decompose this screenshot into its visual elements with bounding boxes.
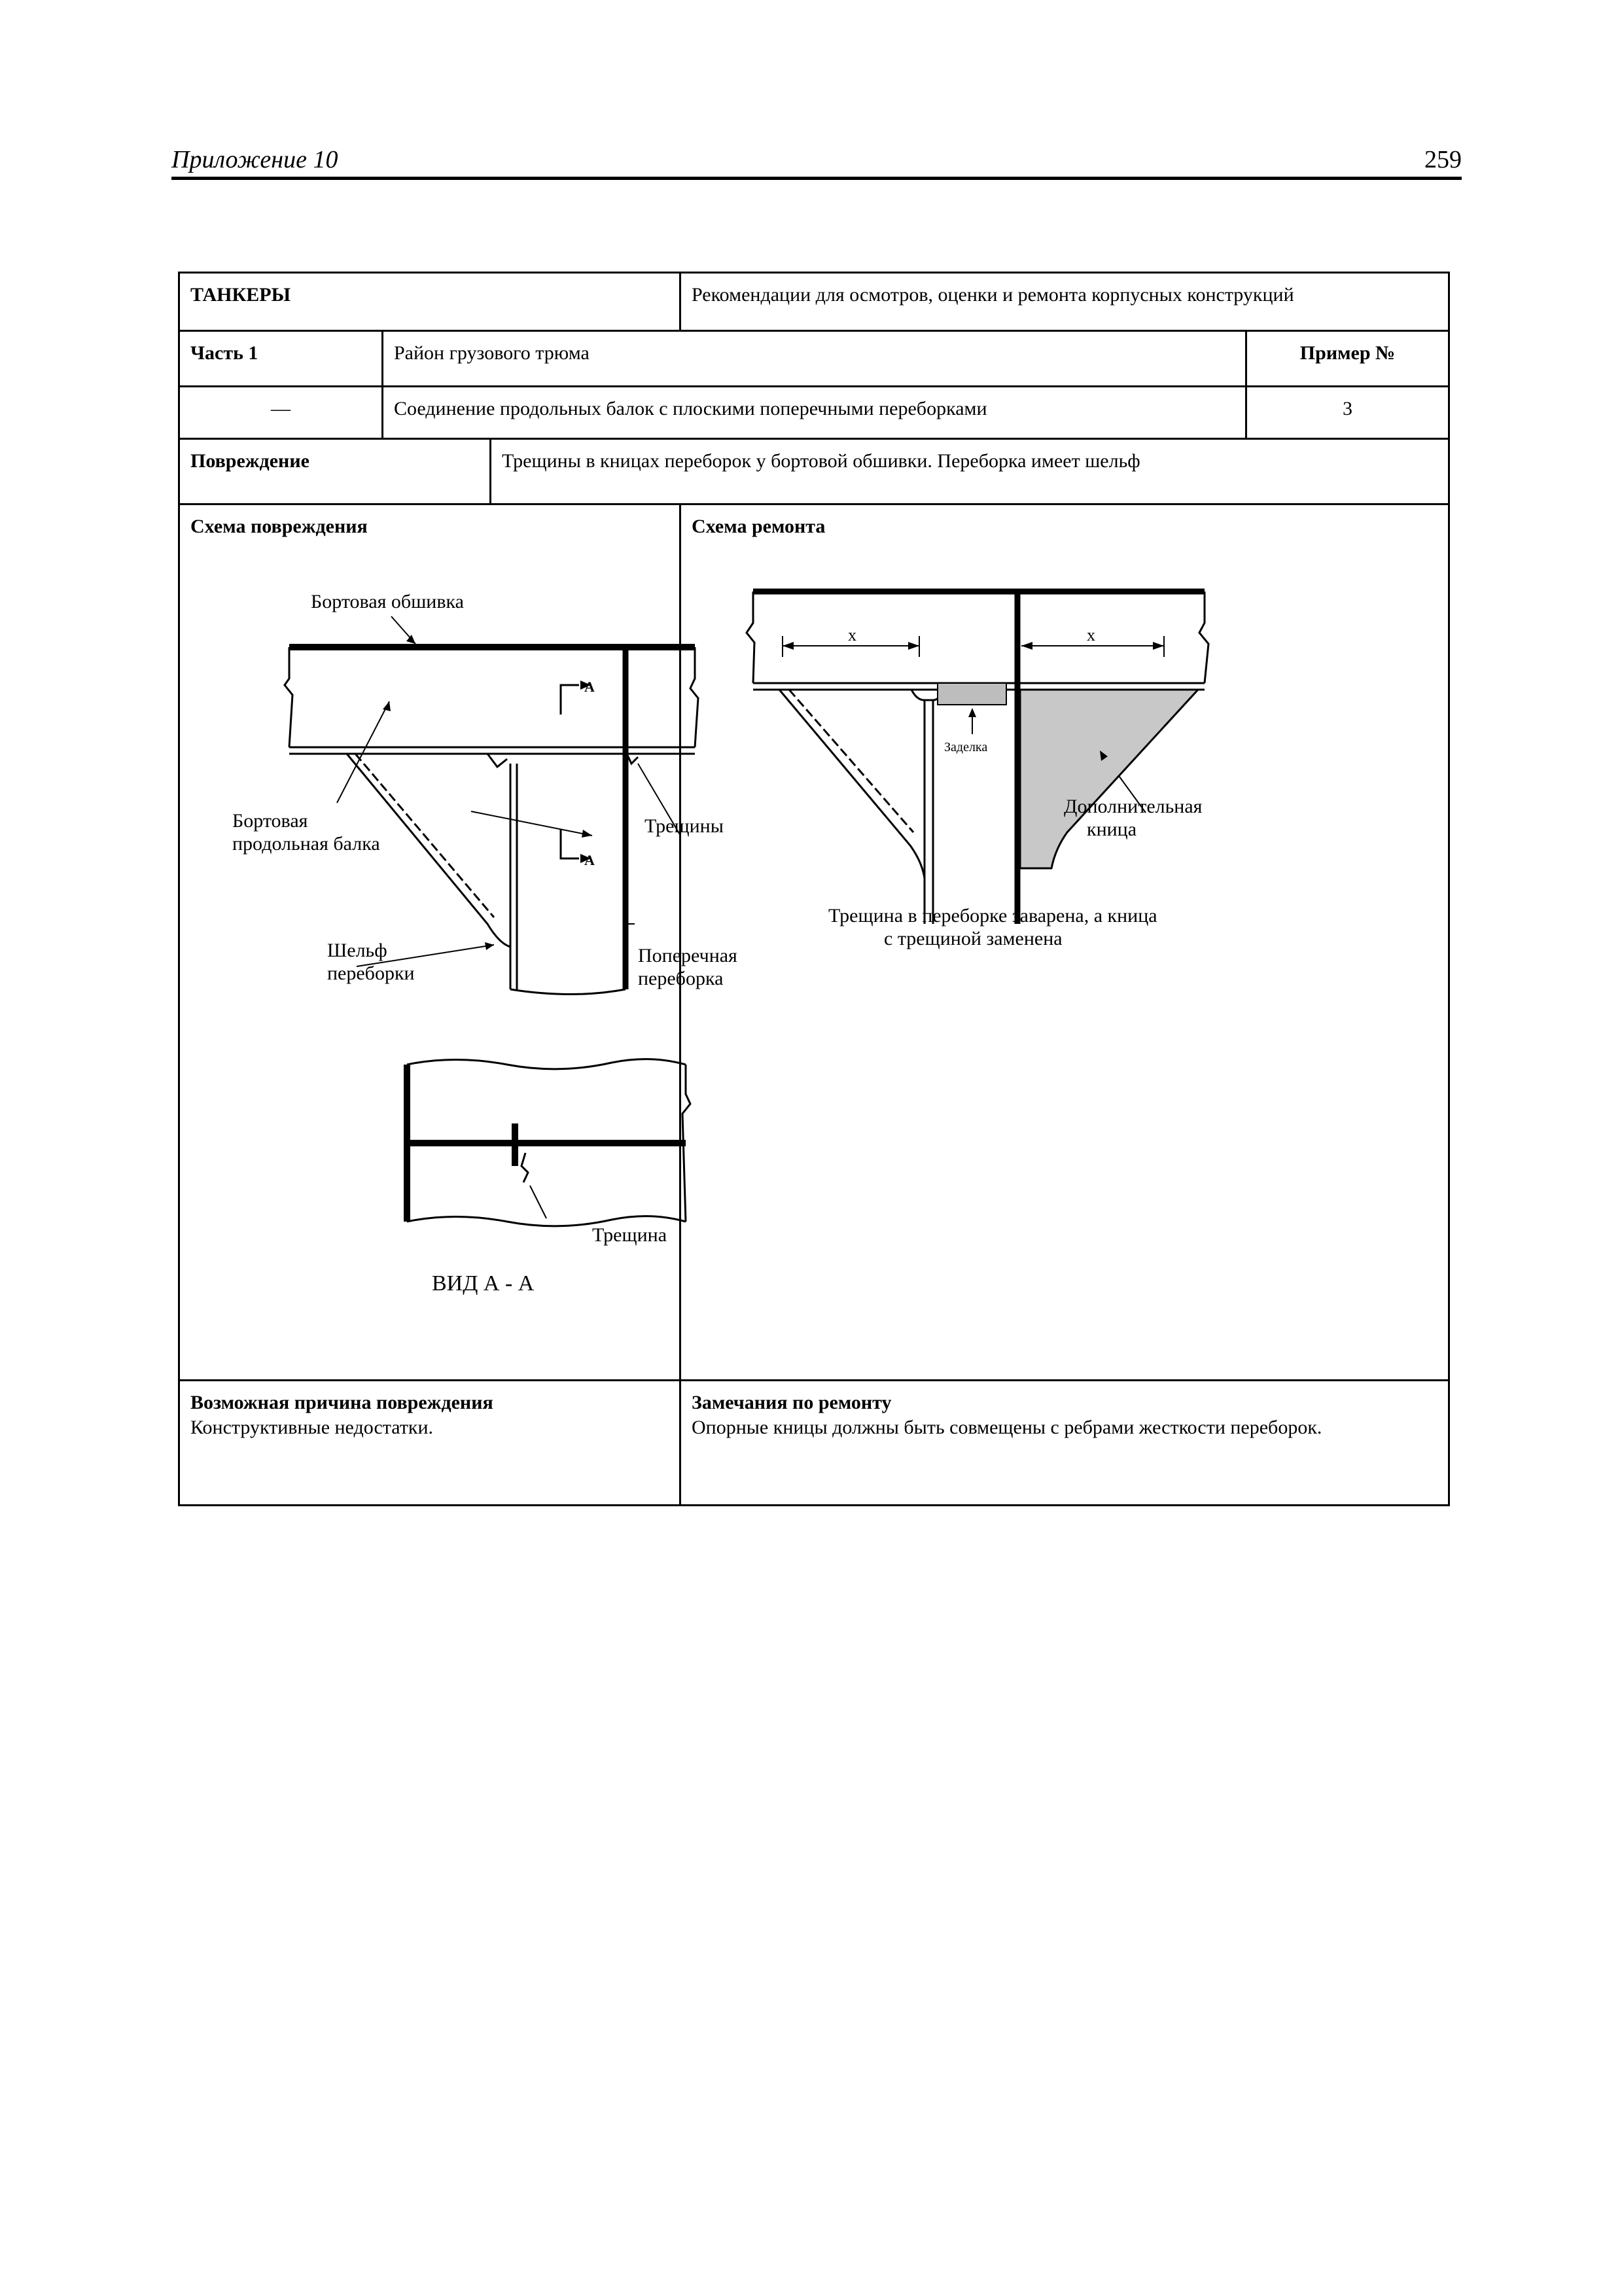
- repair-scheme-drawing: [681, 505, 1314, 1379]
- dim-label-left: x: [848, 626, 856, 645]
- label-shell: Бортовая обшивка: [311, 591, 464, 612]
- damage-scheme-title: Схема повреждения: [190, 516, 368, 537]
- arrow-insert: [968, 708, 976, 717]
- label-crack: Трещина: [592, 1224, 667, 1246]
- description-cell: Соединение продольных балок с плоскими поперечными переборками: [383, 387, 1246, 439]
- repair-scheme-cell: [680, 504, 1449, 1381]
- crack-mark-2: [627, 754, 638, 764]
- view-break-top: [407, 1059, 686, 1069]
- cause-title: Возможная причина повреждения: [190, 1392, 493, 1413]
- label-cracks: Трещины: [644, 815, 724, 837]
- arrow-cracks: [582, 830, 592, 838]
- repair-bracket-left-dashed: [789, 690, 913, 832]
- defect-card: [178, 272, 1450, 1506]
- label-view: ВИД А - А: [432, 1271, 535, 1296]
- example-number-cell: 3: [1246, 387, 1449, 439]
- damage-scheme-cell: [179, 504, 737, 1381]
- leader-cracks-1: [471, 811, 592, 836]
- remarks-cell: [680, 1381, 1449, 1506]
- remarks-text: Опорные кницы должны быть совмещены с ребрами жесткости переборок.: [692, 1416, 1322, 1438]
- cause-cell: [179, 1381, 680, 1506]
- arrow-shelf: [485, 942, 494, 950]
- additional-bracket: [1020, 690, 1198, 868]
- arrow-longitudinal: [383, 701, 391, 711]
- leader-view-crack: [530, 1186, 546, 1218]
- crack-mark-1: [487, 754, 507, 767]
- card-title-cell: Рекомендации для осмотров, оценки и ремонта корпусных конструкций: [680, 273, 1449, 331]
- repair-caption-1: Трещина в переборке заварена, а кница: [828, 905, 1157, 927]
- cause-text: Конструктивные недостатки.: [190, 1416, 434, 1438]
- damage-label-cell: Повреждение: [179, 439, 491, 504]
- leader-longitudinal: [337, 701, 389, 803]
- view-crack-mark: [521, 1153, 528, 1182]
- label-insert: Заделка: [944, 740, 988, 754]
- dim-label-right: x: [1087, 626, 1095, 645]
- dash-cell: —: [179, 387, 383, 439]
- bulkhead-break: [510, 989, 626, 995]
- label-bracket-1: Дополнительная: [1064, 796, 1203, 817]
- repair-break-left: [747, 592, 754, 683]
- header-rule: [171, 177, 1462, 180]
- ship-type-cell: ТАНКЕРЫ: [179, 273, 680, 331]
- arrow-shell: [406, 635, 415, 644]
- dim-arrow-2: [908, 642, 919, 650]
- damage-text-cell: Трещины в кницах переборок у бортовой обшивки. Переборка имеет шельф: [491, 439, 1449, 504]
- label-longitudinal-1: Бортовая: [232, 810, 308, 832]
- dim-arrow-4: [1153, 642, 1164, 650]
- area-cell: Район грузового трюма: [383, 331, 1246, 387]
- label-longitudinal-2: продольная балка: [232, 833, 380, 855]
- repair-bracket-left: [779, 690, 925, 878]
- part-cell: Часть 1: [179, 331, 383, 387]
- section-marker-top: [561, 685, 579, 715]
- repair-insert-plate: [938, 683, 1006, 705]
- dim-arrow-3: [1021, 642, 1032, 650]
- example-label-cell: Пример №: [1246, 331, 1449, 387]
- dim-arrow-1: [783, 642, 794, 650]
- section-marker-bottom: [561, 829, 579, 858]
- repair-scheme-title: Схема ремонта: [692, 516, 826, 537]
- label-bracket-2: кница: [1087, 819, 1137, 840]
- label-shelf-2: переборки: [327, 963, 415, 984]
- repair-break-right: [1199, 592, 1208, 683]
- section-mark-bottom: A: [584, 852, 595, 868]
- page-number: 259: [1424, 146, 1462, 173]
- remarks-title: Замечания по ремонту: [692, 1392, 892, 1413]
- repair-caption-2: с трещиной заменена: [884, 928, 1063, 949]
- label-bulkhead-1: Поперечная: [638, 945, 737, 966]
- label-shelf-1: Шельф: [327, 940, 387, 961]
- shell-break-left: [285, 647, 292, 747]
- section-mark-top: A: [584, 679, 595, 695]
- appendix-title: Приложение 10: [171, 146, 338, 173]
- label-bulkhead-2: переборка: [638, 968, 724, 989]
